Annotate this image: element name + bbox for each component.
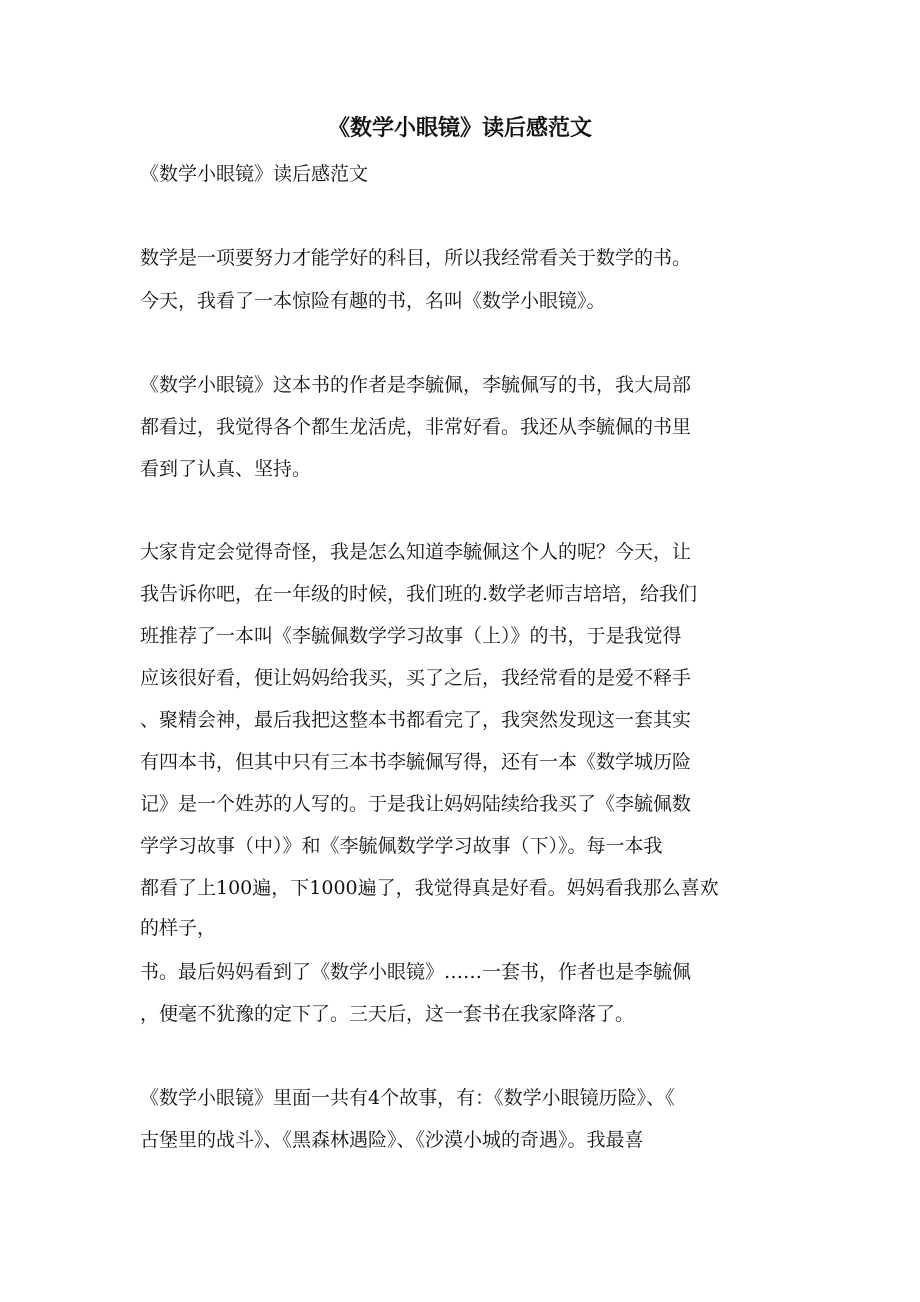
paragraph-4-line-1: 《数学小眼镜》里面一共有4个故事，有：《数学小眼镜历险》、《 (140, 1087, 675, 1109)
paragraph-3-line-2: 我告诉你吧，在一年级的时候，我们班的.数学老师吉培培，给我们 (140, 583, 698, 605)
paragraph-3-line-1: 大家肯定会觉得奇怪，我是怎么知道李毓佩这个人的呢？今天，让 (140, 541, 692, 563)
paragraph-2-line-3: 看到了认真、坚持。 (140, 458, 312, 480)
paragraph-3-line-6: 有四本书，但其中只有三本书李毓佩写得，还有一本《数学城历险 (140, 751, 692, 773)
paragraph-1-line-2: 今天，我看了一本惊险有趣的书，名叫《数学小眼镜》。 (140, 290, 606, 312)
paragraph-2-line-1: 《数学小眼镜》这本书的作者是李毓佩，李毓佩写的书，我大局部 (140, 374, 692, 396)
paragraph-2-line-2: 都看过，我觉得各个都生龙活虎，非常好看。我还从李毓佩的书里 (140, 416, 692, 438)
paragraph-4-line-2: 古堡里的战斗》、《黑森林遇险》、《沙漠小城的奇遇》。我最喜 (140, 1129, 644, 1151)
paragraph-3-line-5: 、聚精会神，最后我把这整本书都看完了，我突然发现这一套其实 (140, 709, 692, 731)
paragraph-1-line-1: 数学是一项要努力才能学好的科目，所以我经常看关于数学的书。 (140, 247, 692, 269)
paragraph-3-line-10: 的样子， (140, 917, 217, 939)
paragraph-3-line-3: 班推荐了一本叫《李毓佩数学学习故事（上）》的书，于是我觉得 (140, 625, 682, 647)
paragraph-3-line-12: ，便毫不犹豫的定下了。三天后，这一套书在我家降落了。 (140, 1003, 635, 1025)
paragraph-3-line-7: 记》是一个姓苏的人写的。于是我让妈妈陆续给我买了《李毓佩数 (140, 793, 692, 815)
paragraph-3-line-8: 学学习故事（中）》和《李毓佩数学学习故事（下）》。每一本我 (140, 835, 663, 857)
paragraph-3-line-4: 应该很好看，便让妈妈给我买，买了之后，我经常看的是爱不释手 (140, 667, 692, 689)
document-subtitle: 《数学小眼镜》读后感范文 (140, 163, 369, 185)
paragraph-3-line-9: 都看了上100遍，下1000遍了，我觉得真是好看。妈妈看我那么喜欢 (140, 877, 719, 899)
paragraph-3-line-11: 书。最后妈妈看到了《数学小眼镜》……一套书，作者也是李毓佩 (140, 961, 692, 983)
document-title: 《数学小眼镜》读后感范文 (327, 115, 592, 141)
